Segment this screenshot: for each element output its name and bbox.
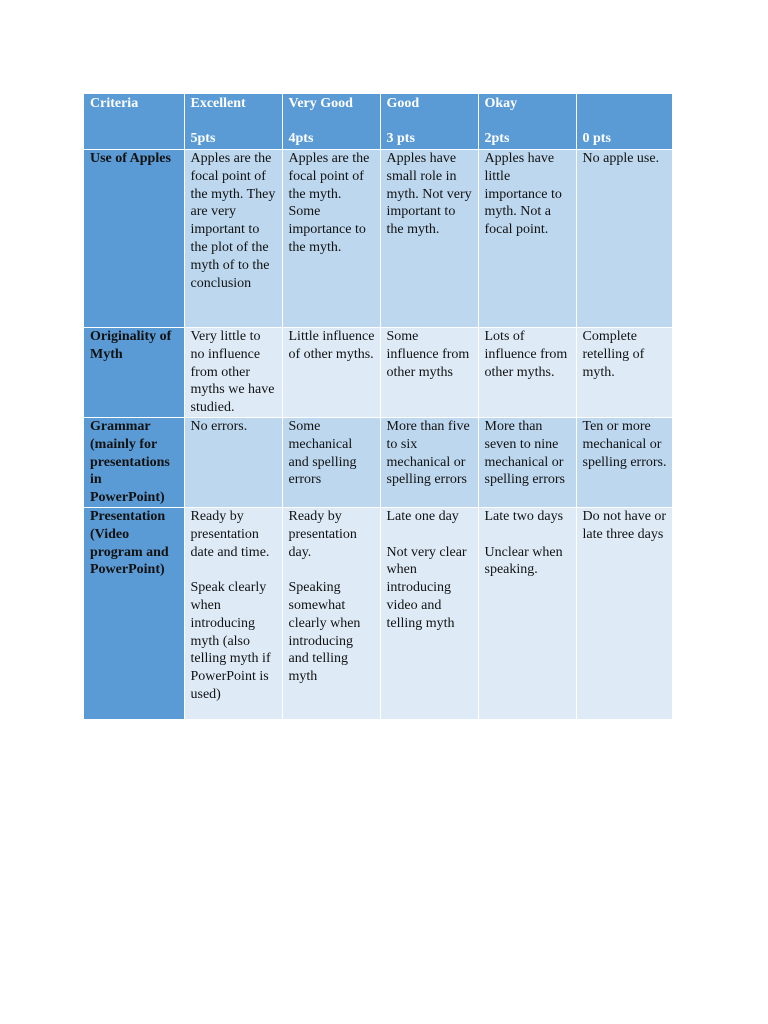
level-header-very-good <box>282 94 380 150</box>
rubric-cell <box>380 150 478 328</box>
table-row <box>84 150 672 328</box>
cell-text: Some mechanical and spelling errors <box>288 419 357 488</box>
table-row <box>84 328 672 418</box>
cell-text: Late two days <box>484 509 564 524</box>
cell-text: Lots of influence from other myths. <box>484 329 568 380</box>
level-name: Very Good <box>288 96 353 111</box>
cell-text: Little influence of other myths. <box>288 329 375 362</box>
cell-text: Apples have small role in myth. Not very important to the myth. <box>386 151 472 238</box>
level-header-zero <box>576 94 672 150</box>
cell-text: Unclear when speaking. <box>484 544 563 578</box>
rubric-cell <box>576 150 672 328</box>
rubric-cell <box>282 328 380 418</box>
rubric-cell <box>478 150 576 328</box>
level-name: Okay <box>484 96 518 111</box>
rubric-cell <box>478 328 576 418</box>
cell-text: Some influence from other myths <box>386 329 470 380</box>
header-row <box>84 94 672 150</box>
rubric-cell <box>184 150 282 328</box>
cell-text: Speak clearly when introducing myth (also telling myth if PowerPoint is used) <box>190 580 271 702</box>
cell-text: Late one day <box>386 509 459 524</box>
cell-text: Ready by presentation day. <box>288 509 357 560</box>
rubric-cell <box>282 150 380 328</box>
rubric-cell <box>576 418 672 508</box>
cell-text: Apples are the focal point of the myth. They are very important to the plot of the myth of to the conclusion <box>190 151 276 291</box>
rubric-cell <box>478 418 576 508</box>
level-points: 2pts <box>484 131 510 146</box>
criterion-label: Presentation (Video program and PowerPoint) <box>84 508 184 720</box>
criteria-label: Criteria <box>90 96 139 111</box>
level-name: Excellent <box>190 96 246 111</box>
cell-text: Do not have or late three days <box>582 509 667 542</box>
rubric-cell <box>576 508 672 720</box>
level-name: Good <box>386 96 420 111</box>
cell-text: Not very clear when introducing video and telling myth <box>386 544 467 631</box>
cell-text: No errors. <box>190 419 248 434</box>
rubric-cell <box>184 508 282 720</box>
level-header-good <box>380 94 478 150</box>
rubric-cell <box>184 328 282 418</box>
rubric-cell <box>478 508 576 720</box>
rubric-cell <box>576 328 672 418</box>
cell-text: Complete retelling of myth. <box>582 329 645 380</box>
cell-text: More than seven to nine mechanical or spelling errors <box>484 419 565 488</box>
cell-text: Very little to no influence from other myths we have studied. <box>190 329 275 416</box>
rubric-cell <box>380 328 478 418</box>
cell-text: No apple use. <box>582 151 660 166</box>
rubric-cell <box>380 418 478 508</box>
cell-text: Ten or more mechanical or spelling errors. <box>582 419 667 470</box>
level-header-excellent <box>184 94 282 150</box>
rubric-cell <box>380 508 478 720</box>
rubric-cell <box>282 508 380 720</box>
level-points: 3 pts <box>386 131 415 146</box>
level-points: 0 pts <box>582 131 611 146</box>
cell-text: Apples have little importance to myth. Not a focal point. <box>484 151 562 238</box>
level-points: 5pts <box>190 131 216 146</box>
table-row <box>84 418 672 508</box>
level-name <box>583 95 668 130</box>
criterion-label: Originality of Myth <box>84 328 184 418</box>
criterion-label: Use of Apples <box>84 150 184 328</box>
rubric-table <box>84 94 673 720</box>
cell-text: More than five to six mechanical or spelling errors <box>386 419 470 488</box>
level-points: 4pts <box>288 131 314 146</box>
table-row <box>84 508 672 720</box>
criteria-header <box>84 94 184 150</box>
criterion-label: Grammar (mainly for presentations in PowerPoint) <box>84 418 184 508</box>
level-header-okay <box>478 94 576 150</box>
rubric-cell <box>184 418 282 508</box>
cell-text: Speaking somewhat clearly when introducing and telling myth <box>288 580 361 685</box>
cell-text: Apples are the focal point of the myth. Some importance to the myth. <box>288 151 370 255</box>
rubric-cell <box>282 418 380 508</box>
cell-text: Ready by presentation date and time. <box>190 509 270 560</box>
